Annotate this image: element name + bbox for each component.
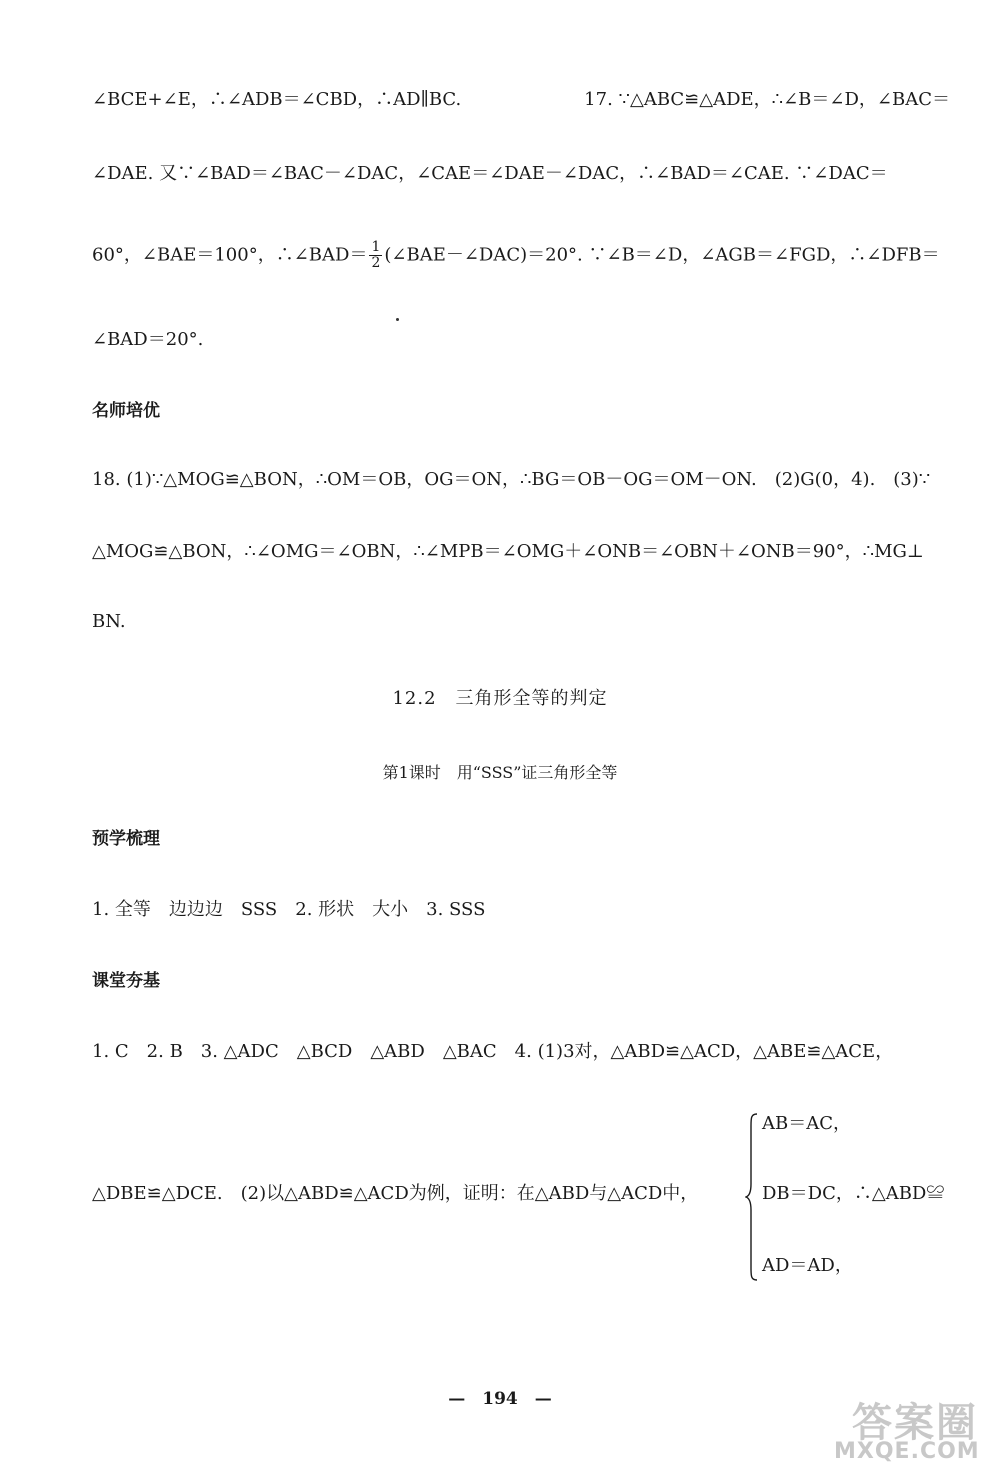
answer-18-line-3: BN. (92, 611, 126, 632)
preview-answers: 1. 全等 边边边 SSS 2. 形状 大小 3. SSS (92, 899, 486, 920)
system-equation-3: AD＝AD， (762, 1255, 853, 1276)
watermark-domain: MXQE.COM (834, 1439, 980, 1464)
classroom-answers-line-1: 1. C 2. B 3. △ADC △BCD △ABD △BAC 4. (1)3对，△ABD≌△ACD，△ABE≌△ACE， (92, 1041, 894, 1062)
system-equation-1: AB＝AC， (762, 1113, 851, 1134)
fraction-numerator: 1 (371, 239, 381, 255)
answer-line-3 (92, 240, 950, 271)
section-heading-yuxue: 预学梳理 (92, 829, 160, 849)
answer-17-continued: (∠BAE－∠DAC)＝20°. ∵∠B＝∠D，∠AGB＝∠FGD，∴∠DFB＝ (384, 244, 940, 266)
answer-line-2: ∠DAE. 又∵∠BAD＝∠BAC－∠DAC，∠CAE＝∠DAE－∠DAC，∴∠BAD＝∠CAE. ∵∠DAC＝ (92, 163, 888, 184)
classroom-answers-line-2: △DBE≌△DCE. (2)以△ABD≌△ACD为例，证明：在△ABD与△ACD中， (92, 1183, 699, 1204)
system-equation-2: DB＝DC，∴△ABD≌ (762, 1183, 945, 1204)
answer-17-angles: 60°，∠BAE＝100°，∴∠BAD＝ (92, 244, 368, 266)
stray-dot (396, 318, 399, 321)
answer-17-start: 17. ∵△ABC≌△ADE，∴∠B＝∠D，∠BAC＝ (584, 89, 950, 110)
answer-16-end: ∠BCE+∠E，∴∠ADB＝∠CBD，∴AD∥BC. (92, 89, 462, 110)
answer-18-line-1: 18. (1)∵△MOG≌△BON，∴OM＝OB，OG＝ON，∴BG＝OB－OG＝OM－ON. (2)G(0，4). (3)∵ (92, 469, 931, 490)
watermark-logo-text: 答案圈 (852, 1400, 978, 1446)
section-heading-ketang: 课堂夯基 (92, 971, 160, 991)
lesson-subtitle: 第1课时 用“SSS”证三角形全等 (382, 763, 618, 782)
chapter-title: 12.2 三角形全等的判定 (392, 688, 608, 709)
section-heading-mingshi: 名师培优 (92, 401, 160, 421)
answer-18-line-2: △MOG≌△BON，∴∠OMG＝∠OBN，∴∠MPB＝∠OMG＋∠ONB＝∠OBN＋∠ONB＝90°，∴MG⊥ (92, 541, 924, 562)
site-watermark (812, 1391, 992, 1471)
answer-line-1 (92, 88, 950, 112)
left-brace (745, 1112, 759, 1282)
one-half-fraction (369, 240, 382, 271)
page-number: — 194 — (448, 1389, 552, 1409)
answer-line-4: ∠BAD＝20°. (92, 329, 204, 350)
fraction-denominator: 2 (371, 255, 381, 271)
